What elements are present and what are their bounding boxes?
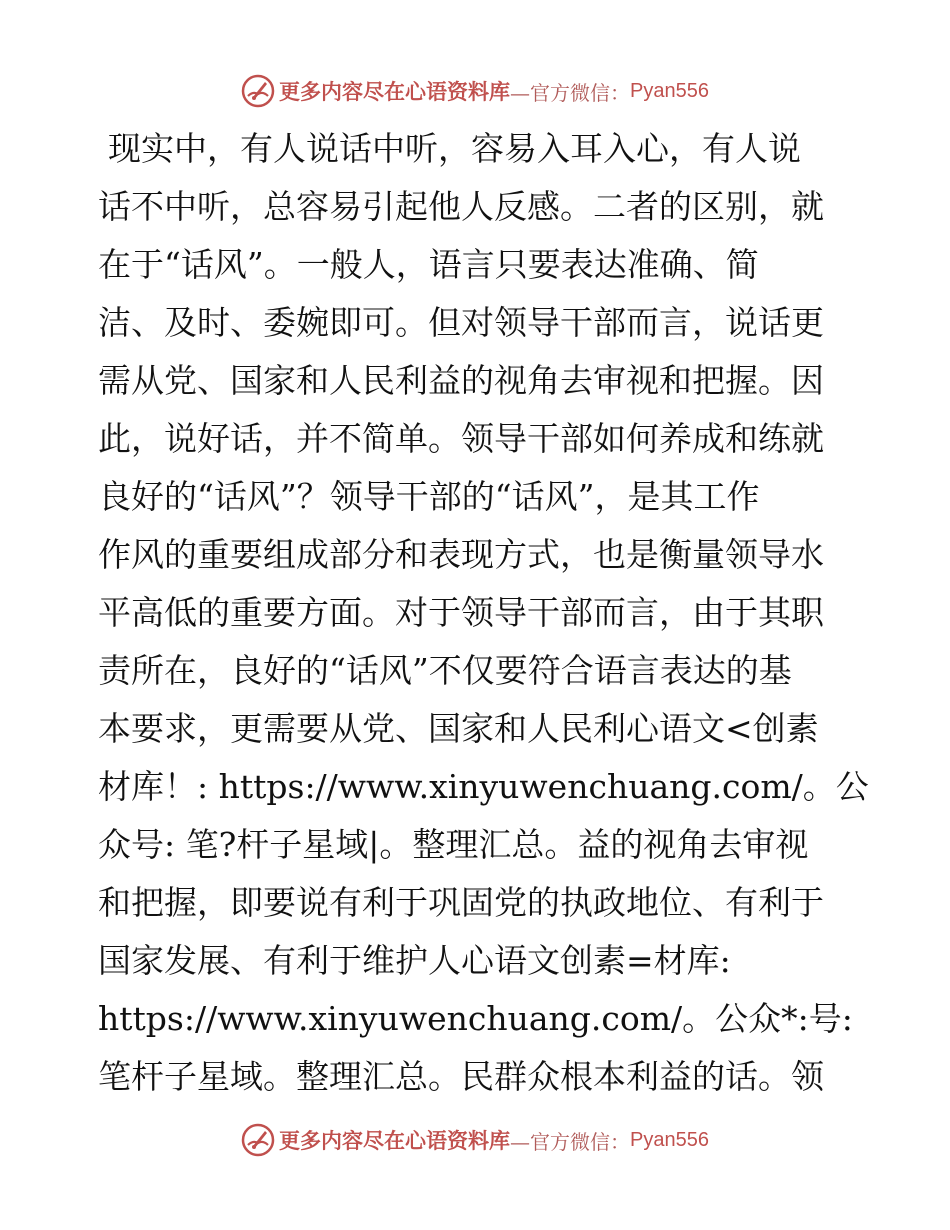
- body-line: 平高低的重要方面。对于领导干部而言，由于其职: [98, 593, 824, 632]
- banner-main-text: 更多内容尽在心语资料库: [279, 1128, 511, 1153]
- footer-banner: [0, 1120, 950, 1160]
- body-line: 洁、及时、委婉即可。但对领导干部而言，说话更: [98, 303, 824, 342]
- body-line: 责所在，良好的“话风”不仅要符合语言表达的基: [98, 651, 792, 690]
- body-line: 和把握，即要说有利于巩固党的执政地位、有利于: [98, 883, 824, 922]
- body-line: 笔杆子星域。整理汇总。民群众根本利益的话。领: [98, 1057, 824, 1096]
- body-line: 此，说好话，并不简单。领导干部如何养成和练就: [98, 419, 824, 458]
- banner-sub-text: —官方微信：: [510, 1129, 631, 1154]
- body-line: 众号: 笔?杆子星域|。整理汇总。益的视角去审视: [98, 825, 809, 864]
- header-banner: [0, 71, 950, 111]
- body-line: 话不中听，总容易引起他人反感。二者的区别，就: [98, 187, 824, 226]
- banner-wechat-id: Pyan556: [630, 79, 709, 102]
- body-line: https://www.xinyuwenchuang.com/。公众*:号:: [98, 999, 853, 1038]
- body-line: 国家发展、有利于维护人心语文创素=材库:: [98, 941, 731, 980]
- body-line: 本要求，更需要从党、国家和人民利心语文<创素: [98, 709, 819, 748]
- banner-sub-text: —官方微信：: [510, 80, 631, 105]
- book-quill-logo-icon: [241, 1123, 275, 1157]
- body-line: 材库！: https://www.xinyuwenchuang.com/。公: [98, 767, 869, 806]
- body-line: 现实中，有人说话中听，容易入耳入心，有人说: [108, 129, 801, 168]
- banner-main-text: 更多内容尽在心语资料库: [279, 79, 511, 104]
- body-line: 需从党、国家和人民利益的视角去审视和把握。因: [98, 361, 824, 400]
- body-line: 在于“话风”。一般人，语言只要表达准确、简: [98, 245, 759, 284]
- body-line: 作风的重要组成部分和表现方式，也是衡量领导水: [98, 535, 824, 574]
- banner-wechat-id: Pyan556: [630, 1128, 709, 1151]
- body-line: 良好的“话风”？领导干部的“话风”，是其工作: [98, 477, 760, 516]
- document-body: [98, 120, 869, 1106]
- book-quill-logo-icon: [241, 74, 275, 108]
